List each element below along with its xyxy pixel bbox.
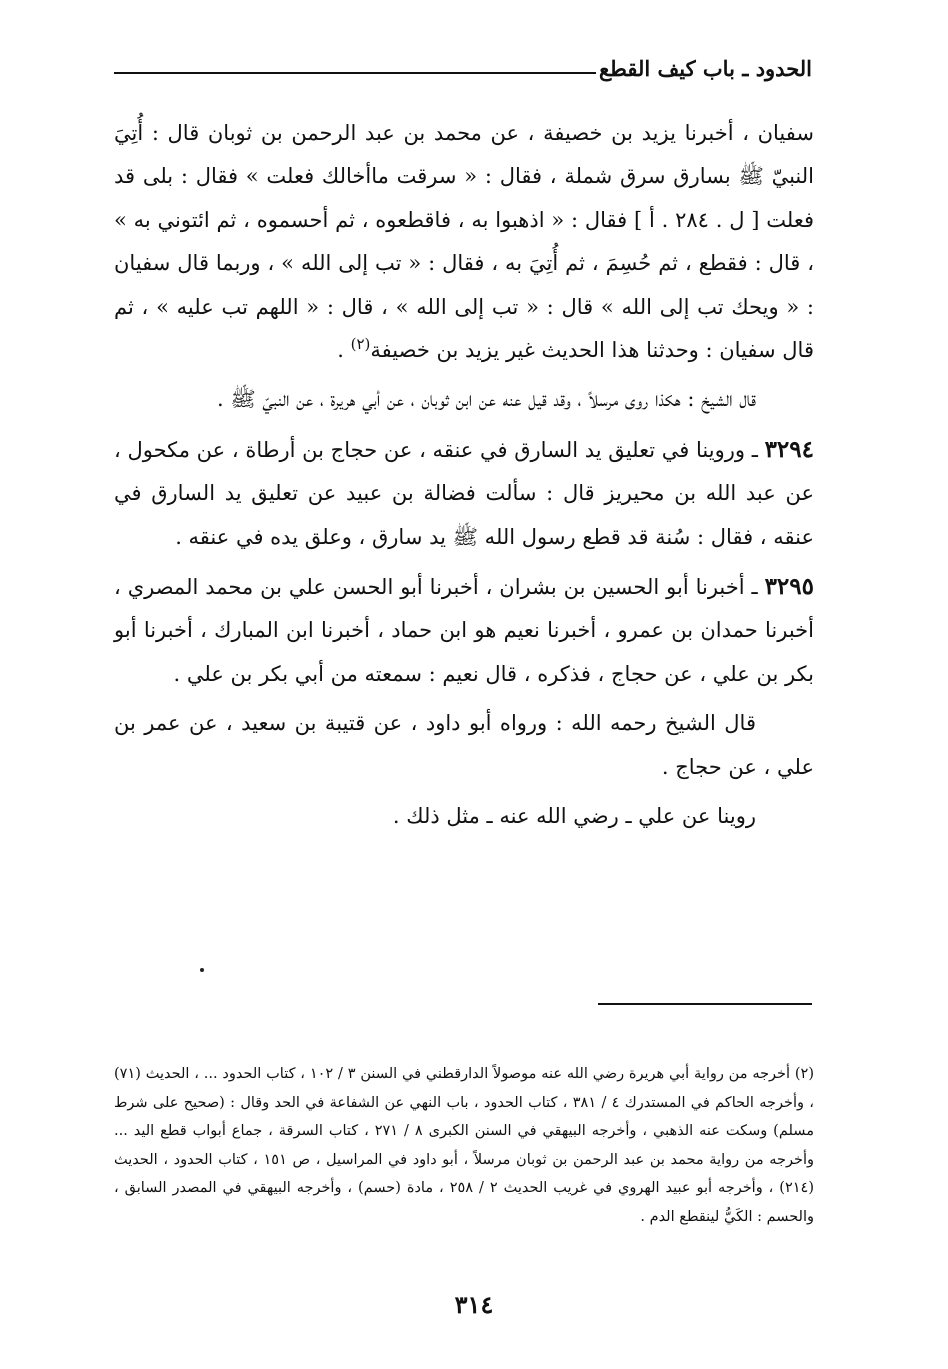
running-header	[114, 56, 812, 90]
hadith-number: ٣٢٩٥	[764, 573, 814, 601]
header-rule	[114, 72, 596, 74]
hadith-number: ٣٢٩٤	[764, 435, 814, 463]
paragraph-hadith-continued	[114, 112, 814, 372]
paragraph-text: ـ وروينا في تعليق يد السارق في عنقه ، عن حجاج بن أرطاة ، عن مكحول ، عن عبد الله بن محيريز قال : سألت فضالة بن عبيد عن تعليق يد السارق في عنقه ، فقال : سُنة قد قطع رسول الله ﷺ يد سارق ، وعلق يده في عنقه .	[114, 437, 814, 549]
paragraph-ali-narration: روينا عن علي ـ رضي الله عنه ـ مثل ذلك .	[392, 804, 756, 829]
paragraph-sheikh-comment: قال الشيخ : هكذا روى مرسلاً ، وقد قيل عنه عن ابن ثوبان ، عن أبي هريرة ، عن النبيّ ﷺ .	[216, 387, 756, 412]
header-title: الحدود ـ باب كيف القطع	[598, 56, 812, 81]
paragraph-sheikh-narration: قال الشيخ رحمه الله : ورواه أبو داود ، عن قتيبة بن سعيد ، عن عمر بن علي ، عن حجاج .	[114, 711, 814, 779]
footnote-separator	[598, 1003, 812, 1005]
paragraph-text: ـ أخبرنا أبو الحسين بن بشران ، أخبرنا أبو الحسن علي بن محمد المصري ، أخبرنا حمدان بن عمرو ، أخبرنا نعيم هو ابن حماد ، أخبرنا ابن المبارك ، أخبرنا أبو بكر بن علي ، عن حجاج ، فذكره ، قال نعيم : سمعته من أبي بكر بن علي .	[114, 575, 814, 686]
main-text	[114, 112, 814, 845]
footnote-reference: (٢)	[350, 335, 371, 354]
paragraph-hadith-3295	[114, 565, 814, 696]
page-number: ٣١٤	[454, 1290, 494, 1319]
paragraph-end: .	[337, 338, 351, 363]
stray-ink-mark	[200, 968, 204, 972]
footnote-2: (٢) أخرجه من رواية أبي هريرة رضي الله عنه موصولاً الدارقطني في السنن ٣ / ١٠٢ ، كتاب الحدود ... ، الحديث (٧١) ، وأخرجه الحاكم في المستدرك ٤ / ٣٨١ ، كتاب الحدود ، باب النهي عن الشفاعة في الحد وقال : (صحيح على شرط مسلم) وسكت عنه الذهبي ، وأخرجه البيهقي في السنن الكبرى ٨ / ٢٧١ ، كتاب السرقة ، جماع أبواب قطع اليد ... وأخرجه من رواية محمد بن عبد الرحمن بن ثوبان مرسلاً ، أبو داود في المراسيل ، ص ١٥١ ، كتاب الحدود ، الحديث (٢١٤) ، وأخرجه أبو عبيد الهروي في غريب الحديث ٢ / ٢٥٨ ، مادة (حسم) ، وأخرجه البيهقي في المصدر السابق ، والحسم : الكَيُّ لينقطع الدم .	[114, 1066, 815, 1225]
paragraph-hadith-3294	[114, 428, 814, 559]
paragraph-text: سفيان ، أخبرنا يزيد بن خصيفة ، عن محمد بن عبد الرحمن بن ثوبان قال : أُتِيَ النبيّ ﷺ بسارق سرق شملة ، فقال : « سرقت ماأخالك فعلت » فقال : بلى قد فعلت [ ل . ٢٨٤ . أ ] فقال : « اذهبوا به ، فاقطعوه ، ثم أحسموه ، ثم ائتوني به » ، قال : فقطع ، ثم حُسِمَ ، ثم أُتِيَ به ، فقال : « تب إلى الله » ، وربما قال سفيان : « ويحك تب إلى الله » قال : « تب إلى الله » ، قال : « اللهم تب عليه » ، ثم قال سفيان : وحدثنا هذا الحديث غير يزيد بن خصيفة	[114, 121, 814, 363]
footnotes	[114, 1060, 814, 1232]
